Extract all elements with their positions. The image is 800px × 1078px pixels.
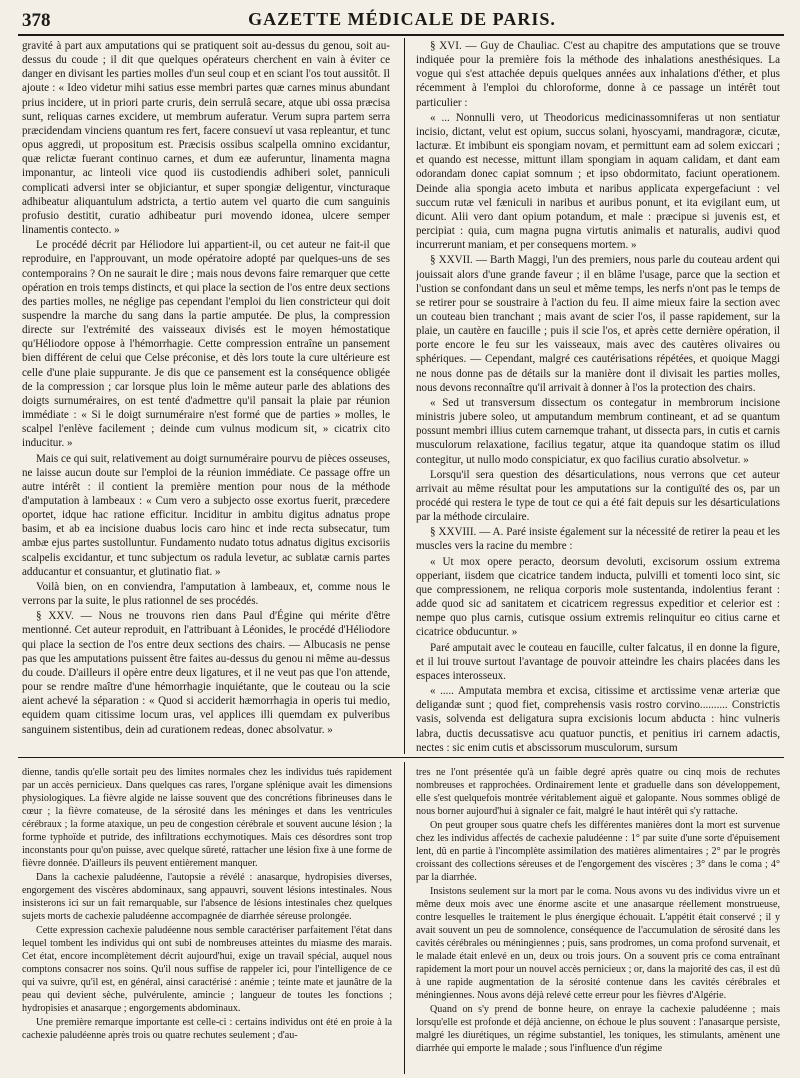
paragraph: tres ne l'ont présentée qu'à un faible degré après quatre ou cinq mois de rechutes nombreuses et rapprochées. Ordinairement lente et graduelle dans son développement, elle s'est quelquefois montrée véritablement aiguë et galopante. Nous sommes obligé de nous borner aujourd'hui à signaler ce fait, malgré le haut intérêt qui s'y rattache.: [416, 767, 780, 817]
column-divider-upper: [404, 38, 405, 754]
page-number: 378: [22, 10, 51, 31]
column-divider-lower: [404, 762, 405, 1074]
upper-left-column: [22, 39, 390, 752]
paragraph: Le procédé décrit par Héliodore lui appartient-il, ou cet auteur ne fait-il que reproduire, en l'approuvant, un mode opératoire adopté par quelques-uns de ses contemporains ? On ne saurait le dire ; mais nous devons faire remarquer que cette opération en trois temps distincts, et qui place la section de l'os entre deux sections des parties molles, ne néglige pas cependant l'emploi du lien constricteur qui doit suspendre la marche du sang dans la partie amputée. De plus, la compression directe sur l'extrémité des vaisseaux divisés est le moyen hémostatique qu'Héliodore oppose à l'hémorrhagie. Cette compression entraîne un pansement bien différent de celui que Celse préconise, et dès lors toute la cure ultérieure est celle d'une plaie suppurante. Je dis que ce pansement est la conséquence obligée de la compression ; car lorsque plus loin le même auteur parle des ablations des doigts surnuméraires, on est tenté d'admettre qu'il pansait la plaie par réunion immédiate : « Si le doigt surnuméraire n'est formé que de parties » molles, le scalpel l'enlève facilement ; deinde cum vulnus modicum sit, » cicatrix cito inducitur. »: [22, 239, 390, 450]
paragraph: Quand on s'y prend de bonne heure, on enraye la cachexie paludéenne ; mais lorsqu'elle est profonde et déjà ancienne, on échoue le plus souvent : l'anasarque persiste, malgré les diurétiques, un régime substantiel, les toniques, les stimulants, amènent une diarrhée qui emporte le malade ; sous l'influence d'un régime: [416, 1004, 780, 1054]
header-rule: [18, 34, 784, 36]
lower-right-column: [416, 766, 780, 1072]
paragraph: Mais ce qui suit, relativement au doigt surnuméraire pourvu de pièces osseuses, ne laisse aucun doute sur l'emploi de la réunion immédiate. Ce passage offre un autre intérêt : il contient la première mention pour nous de la méthode d'amputation à lambeaux : « Cum vero a subjecto osse exortus fuerit, præcedere oportet, idque hac ratione efficitur. Inciditur in ambitu digitus adnatus prope basim, et ab ea incisione duabus locis caro hinc et inde recta subsecatur, tum ambæ ejus partes sustolluntur. Fundamento nudato totus adnatus digitus excisoriis scalpelis excidantur, et tunc subjectum os radula levetur, ac sublatæ carnis partes adducantur et consuantur, et glutinatio fiat. »: [22, 452, 390, 578]
journal-title: GAZETTE MÉDICALE DE PARIS.: [248, 9, 556, 29]
upper-right-column: [416, 39, 780, 752]
paragraph: § XVI. — Guy de Chauliac. C'est au chapitre des amputations que se trouve indiquée pour la première fois la méthode des inhalations anesthésiques. La vogue qui s'est attachée depuis quelques années aux inhalations d'éther, et plus récemment à l'emploi du chloroforme, donne à ce passage un intérêt tout particulier :: [416, 40, 780, 109]
paragraph: dienne, tandis qu'elle sortait peu des limites normales chez les individus tués rapidement par un accès pernicieux. Dans quelques cas rares, l'organe splénique avait les dimensions physiologiques. La fièvre algide ne laisse souvent que des concrétions fibrineuses dans le cœur ; la fièvre comateuse, de la sérosité dans les méninges et dans les ventricules cérébraux ; la forme ataxique, un peu de congestion cérébrale et souvent aucune lésion ; la forme typhoïde et putride, des infiltrations ecchymotiques. Mais ces désordres sont trop inconstants pour qu'on puisse, avec quelque sûreté, rattacher une lésion fixe à une forme de fièvre donnée. D'ailleurs ils peuvent entièrement manquer.: [22, 767, 392, 869]
lower-left-column: [22, 766, 392, 1072]
section-divider: [18, 757, 784, 758]
paragraph: gravité à part aux amputations qui se pratiquent soit au-dessus du genou, soit au-dessus du coude ; il dit que quelques opérateurs cherchent en vain à éviter ce danger en divisant les parties molles d'un seul coup et en sciant l'os tout aussitôt. Il ajoute : « Ideo videtur mihi satius esse membri partes quæ carnes minus abundant prius incidere, ut in priori parte cruris, dein serrulâ secare, atque ubi ossa præcisa sunt, reliquas carnes excidere, ut membrum auferatur. Verum supra partem serra præcidendam vinciens quantum res fert, facere consueví ut vasa repleantur, et tunc opus aggredi, ut propositum est. Præcisis ossibus scalpella omnino excidantur, quæ relictæ fuerant continuo carnes, et dum eæ auferuntur, linamenta magna imponantur, ac linteoli vice quod iis custodiendis adhiberi solet, panniculi complicati adversi inter se objiciantur, et super spongiæ deligentur, vincturaque adhibeatur aliquantulum adstricta, a tertio autem vel quarto die cum sanguinis profusio destitit, curatio adhibeatur puri movendo idonea, ulcere semper linamentis contecto. »: [22, 40, 390, 237]
paragraph: Une première remarque importante est celle-ci : certains individus ont été en proie à la cachexie paludéenne après trois ou quatre rechutes seulement ; d'au-: [22, 1017, 392, 1041]
paragraph: « Ut mox opere peracto, deorsum devoluti, excisorum ossium extrema opperiant, iisdem que cicatrice tandem inducta, pulvilli et tomenti loco sint, sic que compressionem, ne reliqua corporis mole sustentanda, indolentius ferant : adde quod sic ad sanitatem et cicatricem regressus expeditior et celerior est : nempe quo plus carnis, cutisque ossium extremis relinquitur eo citius carne et cicatrice obducuntur. »: [416, 555, 780, 639]
paragraph: § XXVII. — Barth Maggi, l'un des premiers, nous parle du couteau ardent qui jouissait alors d'une grande faveur ; il en blâme l'usage, parce que la section et l'ustion se confondant dans un seul et même temps, les nerfs n'ont pas le temps de se retirer pour se soustraire à l'action du feu. Il aime mieux faire la section avec un couteau bien tranchant ; mais avant de scier l'os, il passe rapidement, sur la plaie, un cautère en faucille ; puis il scie l'os, et après cette dernière opération, il porte encore le feu sur les vaisseaux, mais avec des cautères olivaires ou sphériques. — Cependant, malgré ces cautérisations répétées, et quoique Maggi ne nous donne pas de détails sur la manière dont il divisait les parties molles, nous devons reconnaître qu'il arrivait à donner à l'os la protection des chairs.: [416, 254, 780, 394]
paragraph: « ... Nonnulli vero, ut Theodoricus medicinassomniferas ut non sentiatur incisio, dictant, velut est opium, succus solani, hyoscyami, mandragoræ, cicutæ, lacturæ. Et imbibunt eis spongiam novam, et permittunt eam ad solem exiccari ; et quando est necesse, mittunt illam spongiam in aquam calidam, et dant eam odorandam donec capiat somnum ; et ipso obdormitato, faciunt operationem. Deinde alia spongia aceto imbuta et naribus applicata expergefaciunt : vel succum rutæ vel fæniculi in naribus et auribus ponunt, et ita evigilant eum, ut dicunt. Alii vero dant opium potandum, et male : præcipue si juvenis est, et percipiat : quia, cum magna pugna virtutis animalis et naturalis, audivi quod incurrerunt maniam, et per consequens mortem. »: [416, 111, 780, 252]
paragraph: Voilà bien, on en conviendra, l'amputation à lambeaux, et, comme nous le verrons par la suite, le plus rationnel de ses procédés.: [22, 580, 390, 608]
page-header: [22, 6, 782, 34]
paragraph: Lorsqu'il sera question des désarticulations, nous verrons que cet auteur arrivait au même résultat pour les amputations sur la contiguïté des os, par un procédé qui restera le type de tout ce qui a été fait depuis sur les désarticulations par la méthode circulaire.: [416, 468, 780, 524]
paragraph: Insistons seulement sur la mort par le coma. Nous avons vu des individus vivre un et même deux mois avec une énorme ascite et une anasarque réellement monstrueuse, contre lesquelles le traitement le plus énergique échouait. L'appétit était conservé ; il y avait souvent un peu de somnolence, conséquence de l'accumulation de sérosité dans les cavités cérébrales ou méningiennes ; puis, sans prodromes, un coma profond survenait, et le malade était enlevé en un, deux ou trois jours. On a souvent pris ce coma entraînant rapidement la mort pour un nouvel accès pernicieux ; or, dans la majorité des cas, il est dû à une rapide augmentation de la sérosité contenue dans les cavités cérébrales et méningiennes. Nous avons déjà relevé cette erreur pour les fièvres d'Algérie.: [416, 886, 780, 1001]
paragraph: Paré amputait avec le couteau en faucille, culter falcatus, il en donne la figure, et il lui trouve surtout l'avantage de pouvoir atteindre les chairs placées dans les espaces interosseux.: [416, 641, 780, 682]
paragraph: « Sed ut transversum dissectum os contegatur in membrorum incisione ministris jubere soleo, ut amputandum membrum contineant, et ad se quantum possunt membri illius cutem carnemque trahant, ut dissecta pars, in cutis et carnis musculorum relaxatione, facilius tegatur, atque ita quandoque statim os illud contegitur, ut nullo modo conspiciatur, ex quo facilius curatio absolvetur. »: [416, 396, 780, 466]
paragraph: On peut grouper sous quatre chefs les différentes manières dont la mort est survenue chez les individus affectés de cachexie paludéenne : 1° par suite d'une sorte d'épuisement lent, dû en partie à l'incomplète assimilation des matières alimentaires ; 2° par le progrès croissant des collections séreuses et de l'engorgement des viscères ; 3° dans le coma ; 4° par la diarrhée.: [416, 820, 780, 883]
paragraph: § XXV. — Nous ne trouvons rien dans Paul d'Égine qui mérite d'être mentionné. Cet auteur reproduit, en l'attribuant à Léonides, le procédé d'Héliodore qui place la section de l'os entre deux sections des chairs. — Albucasis ne pense pas que les amputations puissent être faites au-dessus du genou ni même au-dessus du coude. D'ailleurs il opère entre deux ligatures, et il ne veut pas que l'on attende, pour se rendre maître d'une hémorrhagie inquiétante, que le couteau ou la scie aient achevé la séparation : « Quod si acciderit hæmorrhagia in operis tui medio, equidem quam citissime locum uras, vel applices illi quemdam ex pulveribus sanguinem sistentibus, dein ad curationem redeas, donec absolvatur. »: [22, 610, 390, 736]
paragraph: « ..... Amputata membra et excisa, citissime et arctissime venæ arteriæ que deligandæ sunt ; quod fiet, comprehensis vasis rostro corvino.......... Constrictis vasis, solvenda est deligatura supra excisionis locum abducta : hinc vulneris labra, ductis decussatisve acu quatuor punctis, et penitius iri carnem adactis, nectes : sic enim cutis et abscissorum musculorum, sursum: [416, 685, 780, 752]
paragraph: Dans la cachexie paludéenne, l'autopsie a révélé : anasarque, hydropisies diverses, engorgement des viscères abdominaux, sang appauvri, souvent lésions intestinales. Nous insisterons ici sur un fait remarquable, sur l'absence de lésions intestinales chez quelques sujets morts de cachexie paludéenne accompagnée de diarrhée séreuse prolongée.: [22, 872, 392, 922]
paragraph: § XXVIII. — A. Paré insiste également sur la nécessité de retirer la peau et les muscles vers la racine du membre :: [416, 526, 780, 553]
paragraph: Cette expression cachexie paludéenne nous semble caractériser parfaitement l'état dans lequel tombent les individus qui ont subi de nombreuses atteintes du miasme des marais. Cet état, encore incomplètement décrit aujourd'hui, exige un travail spécial, auquel nous comptons consacrer nos soins. Qu'il nous suffise de rappeler ici, pour l'intelligence de ce qui va suivre, qu'il est, en général, ainsi caractérisé : anémie ; teinte mate et jaunâtre de la peau qui devient sèche, pulvérulente, amincie ; langueur de toutes les fonctions ; hydropisies et anasarque ; engorgements abdominaux.: [22, 925, 392, 1014]
